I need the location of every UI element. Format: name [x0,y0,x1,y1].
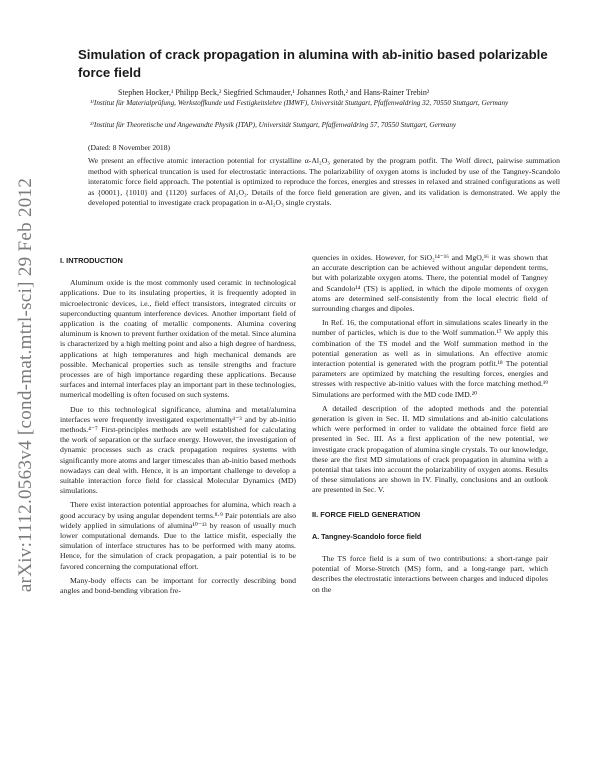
intro-paragraph-2: Due to this technological significance, alumina and metal/alumina interfaces were frequently investigated experimentally¹⁻³ and by ab-initio methods.⁴⁻⁷ First-principles methods are well established for calculating the work of separation or the surface energy. However, the investigation of dynamic processes such as crack propagation requires systems with significantly more atoms and larger timescales than ab-initio based methods nowadays can deal with. Hence, it is an important challenge to develop a suitable interaction force field for classical Molecular Dynamics (MD) simulations. [60,404,296,496]
arxiv-id-text: arXiv:1112.0563v4 [cond-mat.mtrl-sci] 29 Feb 2012 [15,177,36,593]
section-heading-introduction: I. INTRODUCTION [60,256,123,265]
intro-paragraph-4: Many-body effects can be important for correctly describing bond angles and bond-bending vibration fre- [60,575,296,596]
affiliation-1: ¹⁾Institut für Materialprüfung, Werkstoffkunde und Festigkeitslehre (IMWF), Universität Stuttgart, Pfaffenwaldring 32, 70550 Stuttgart, Germany [90,99,509,107]
force-field-paragraph-1: The TS force field is a sum of two contributions: a short-range pair potential of Morse-Stretch (MS) form, and a long-range part, which describes the electrostatic interactions between charges and induced dipoles on the [312,554,548,594]
subsection-heading-tangney-scandolo: A. Tangney-Scandolo force field [312,531,422,541]
abstract: We present an effective atomic interaction potential for crystalline α-Al₂O₃ generated by the program potfit. The Wolf direct, pairwise summation method with spherical truncation is used for electrostatic interactions. The polarizability of oxygen atoms is included by use of the Tangney-Scandolo interatomic force field approach. The potential is optimized to reproduce the forces, energies and stresses in relaxed and strained configurations as well as {0001}, {1010} and {1120} surfaces of Al₂O₃. Details of the force field generation are given, and its validation is demonstrated. We apply the developed potential to investigate crack propagation in α-Al₂O₃ single crystals. [88,156,560,207]
date-line: (Dated: 8 November 2018) [88,143,171,152]
paper-title: Simulation of crack propagation in alumina with ab-initio based polarizable force field [78,47,548,80]
left-column [60,253,296,600]
arxiv-identifier [6,150,46,620]
section-heading-force-field: II. FORCE FIELD GENERATION [312,509,421,519]
affiliation-2: ²⁾Institut für Theoretische und Angewandte Physik (ITAP), Universität Stuttgart, Pfaffenwaldring 57, 70550 Stuttgart, Germany [90,121,457,129]
right-column [312,253,548,599]
intro-paragraph-3: There exist interaction potential approaches for alumina, which reach a good accuracy by using angular dependent terms.⁸·⁹ Pair potentials are also widely applied in simulations of alumina¹⁰⁻¹³ by reason of usually much lower computational demands. Due to the lattice misfit, especially the simulation of interface structures has to be performed with many atoms. Hence, for the simulation of crack propagation, a pair potential is to be favored concerning the computational effort. [60,500,296,571]
intro-paragraph-5: quencies in oxides. However, for SiO₂¹⁴⁻¹⁶ and MgO,¹⁶ it was shown that an accurate description can be achieved without angular dependent terms, but with polarizable oxygen atoms. There, the potential model of Tangney and Scandolo¹⁴ (TS) is applied, in which the dipole moments of oxygen atoms are determined self-consistently from the local electric field of surrounding charges and dipoles. [312,253,548,314]
intro-paragraph-7: A detailed description of the adopted methods and the potential generation is given in Sec. II. MD simulations and ab-initio calculations which were performed in order to validate the obtained force field are presented in Sec. III. As a first application of the new potential, we investigate crack propagation of alumina single crystals. To our knowledge, these are the first MD simulations of crack propagation in alumina with a potential that takes into account the polarizability of oxygen atoms. Results of these simulations are shown in IV. Finally, conclusions and an outlook are presented in Sec. V. [312,403,548,495]
intro-paragraph-1: Aluminum oxide is the most commonly used ceramic in technological applications. Due to its insulating properties, it is frequently adopted in microelectronic devices, i.e., field effect transistors, integrated circuits or superconducting quantum interference devices. Another important field of application is the coating of metallic components. Alumina covering aluminum is known to prevent further oxidation of the metal. Since alumina is characterized by a high melting point and also a high degree of hardness, applications at high temperatures and high mechanical demands are possible. Mechanical properties such as tensile strengths and fracture processes are of high importance regarding these applications. Because surfaces and internal interfaces play an important part in these technologies, numerical modelling is often focused on such systems. [60,278,296,400]
intro-paragraph-6: In Ref. 16, the computational effort in simulations scales linearly in the number of particles, which is due to the Wolf summation.¹⁷ We apply this combination of the TS model and the Wolf summation method in the potential generation as well as in simulations. An effective atomic interaction potential is generated with the program potfit.¹⁸ The potential parameters are optimized by matching the resulting forces, energies and stresses with respective ab-initio values with the force matching method.¹⁹ Simulations are performed with the MD code IMD.²⁰ [312,318,548,399]
author-list: Stephen Hocker,¹ Philipp Beck,² Siegfried Schmauder,¹ Johannes Roth,² and Hans-Rainer Trebin² [118,88,430,97]
